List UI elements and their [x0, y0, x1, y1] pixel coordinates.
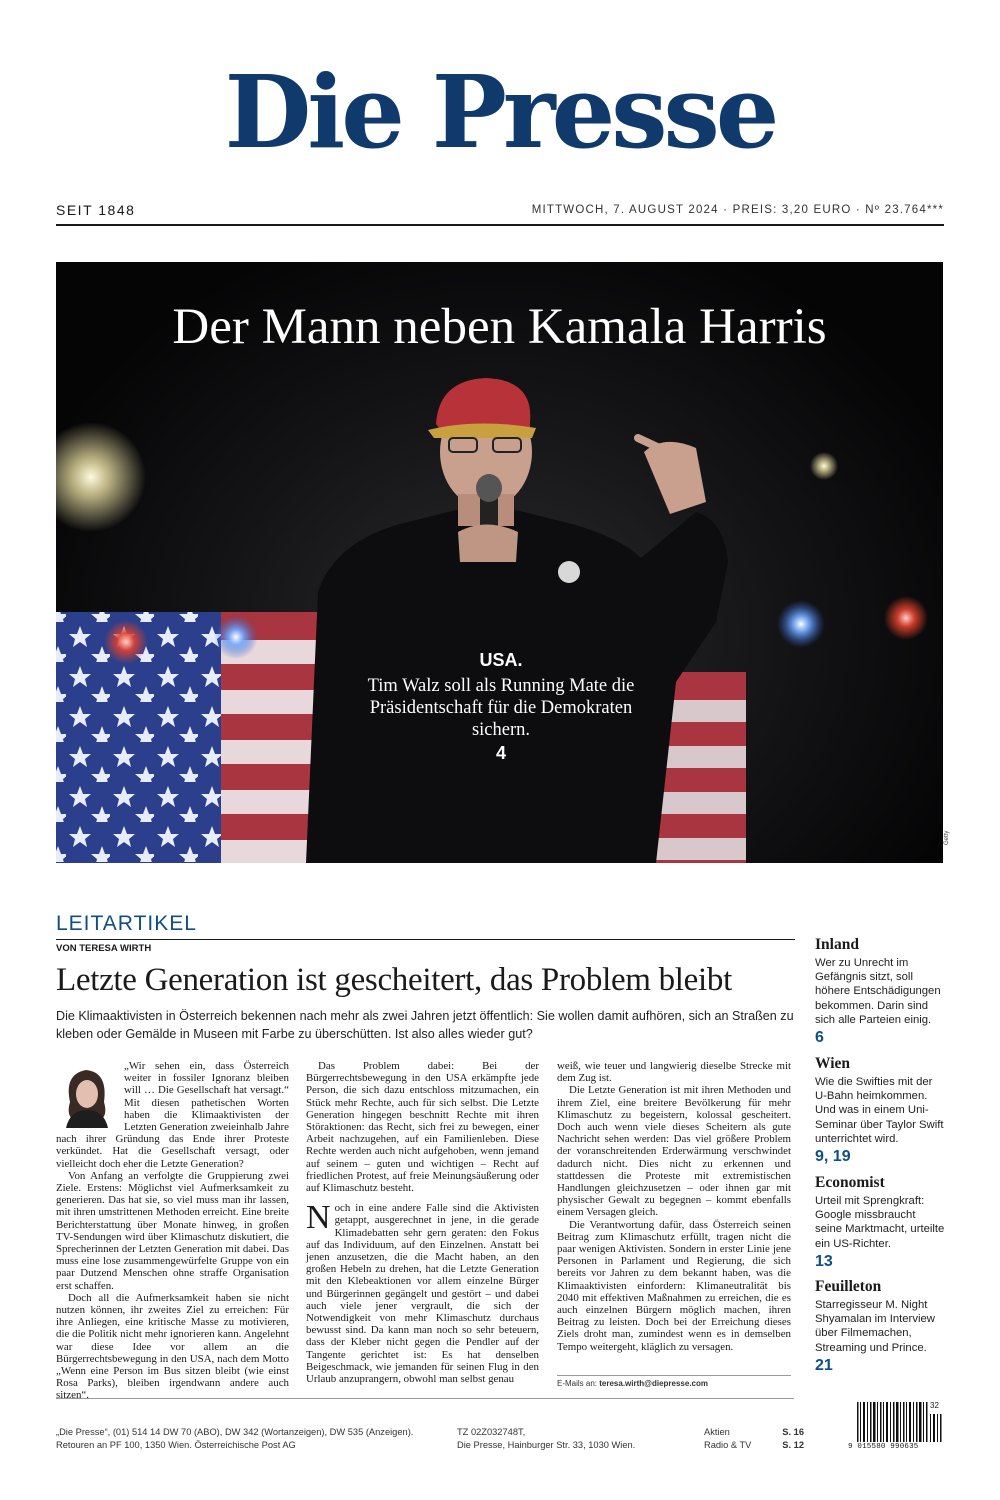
hero-page-ref: 4 — [495, 743, 506, 763]
teaser-text: Wie die Swifties mit der U-Bahn heimkommen. Und was in einem Uni-Seminar über Taylor Swift unterrichtet wird. — [815, 1076, 944, 1145]
ref-label: Aktien — [704, 1427, 730, 1437]
masthead-logo: Die Presse — [224, 53, 776, 171]
section-rule — [56, 939, 795, 940]
drop-cap: N — [306, 1199, 331, 1237]
article-title[interactable]: Letzte Generation ist gescheitert, das Problem bleibt — [56, 962, 732, 998]
teaser-economist[interactable] — [815, 1174, 945, 1271]
teaser-section: Feuilleton — [815, 1278, 882, 1295]
article-column-2 — [306, 1060, 539, 1385]
stage-light — [810, 452, 838, 480]
teaser-text: Urteil mit Sprengkraft: Google missbraucht seine Marktmacht, urteilte ein US-Richter. — [815, 1195, 945, 1250]
paragraph: Die Letzte Generation ist mit ihren Methoden und ihrem Ziel, eine breitere Bevölkerung für mehr Klimaschutz zu begeistern, kolossal gescheitert. Doch auch wenn viele dieses Scheitern als gute Nachricht sehen werden: Das viel größere Problem der voranschreitenden Erderwärmung verschwindet dadurch nicht. Dies nicht zu erkennen und stattdessen die Proteste mit extremistischen Handlungen gleichzusetzen – oder ihnen gar mit physischer Gewalt zu begegnen – kommt ebenfalls einem Versagen gleich. — [557, 1084, 791, 1219]
author-email[interactable] — [557, 1379, 708, 1388]
hero-photo — [56, 262, 943, 863]
email-address[interactable]: teresa.wirth@diepresse.com — [599, 1379, 708, 1388]
stage-light — [214, 615, 258, 659]
footer-line: Retouren an PF 100, 1350 Wien. Österreichische Post AG — [56, 1439, 296, 1450]
stage-light — [56, 422, 146, 532]
footer-line: TZ 02Z032748T, — [457, 1427, 526, 1437]
hero-kicker: USA. — [479, 650, 523, 670]
paragraph: weiß, wie teuer und langwierig dieselbe Strecke mit dem Zug ist. — [557, 1060, 791, 1085]
dateline — [56, 202, 944, 226]
article-lead: Die Klimaaktivisten in Österreich bekennen nach mehr als zwei Jahren jetzt öffentlich: Sie wollen damit aufhören, sich an Straßen zu kleben oder Gemälde in Museen mit Farbe zu überschütten. Ist also alles wieder gut? — [56, 1009, 794, 1041]
paragraph: Die Verantwortung dafür, dass Österreich seinen Beitrag zum Klimaschutz erfüllt, tragen nicht die paar wenigen Aktivisten. Sondern in erster Linie jene Personen in Parlament und Regierung, die sich bereits vor Jahren zu dem bekannt haben, was die Klimaaktivisten einfordern: Klimaneutralität bis 2040 mit effektiven Maßnahmen zu erreichen, die es auch einzelnen Bürgern möglich machen, ihren Beitrag zu leisten. Doch bei der Erreichung dieses Ziels droht man, zumindest wenn es in demselben Tempo weitergeht, kläglich zu versagen. — [557, 1218, 791, 1353]
footer-ref[interactable] — [704, 1426, 804, 1439]
teaser-text: Wer zu Unrecht im Gefängnis sitzt, soll höhere Entschädigungen bekommen. Darin sind sich alle Parteien einig. — [815, 957, 941, 1026]
teaser-section: Inland — [815, 936, 859, 953]
barcode-digits: 9 015580 990635 — [848, 1443, 919, 1451]
article-column-1 — [56, 1060, 289, 1402]
paragraph-text: och in eine andere Falle sind die Aktivisten getappt, ausgerechnet in jene, in die gerade Klimadebatten sehr gern geraten: den Fokus auf das Individuum, auf den Einzelnen. Anstatt bei jenen anzusetzen, die die Macht haben, an den großen Hebeln zu drehen, hat die Letzte Generation mit den Klebeaktionen vor allem einzelne Bürger und Bürgerinnen gegängelt und gestört – und dabei auch viele jener vergrault, die sich der Notwendigkeit von mehr Klimaschutz durchaus bewusst sind. Da kann man noch so sehr beteuern, dass der Kleber nicht gegen die Pendler auf der Tangente gerichtet ist: Es hat denselben Beigeschmack, wie jemanden für seinen Flug in den Urlaub anzuprangern, obwohl man selbst genau — [306, 1202, 539, 1386]
email-rule — [557, 1375, 791, 1376]
stage-light — [884, 596, 928, 640]
paragraph: Doch all die Aufmerksamkeit haben sie nicht nutzen können, ihr zweites Ziel zu erreichen: Für ihre Anliegen, eine kritische Masse zu motivieren, die die Politik nicht mehr ignorieren kann. Angelehnt war diese Idee vor allem an die Bürgerrechtsbewegung in den USA, nach dem Motto „Wenn eine Person im Bus sitzen bleibt (wie einst Rosa Parks), bleiben irgendwann andere auch sitzen“. — [56, 1291, 289, 1402]
hero-caption[interactable] — [356, 650, 646, 764]
hero-caption-text: Tim Walz soll als Running Mate die Präsidentschaft für die Demokraten sichern. — [367, 676, 635, 740]
teaser-text: Starregisseur M. Night Shyamalan im Interview über Filmemachen, Streaming und Prince. — [815, 1299, 935, 1354]
footer-contact — [56, 1426, 446, 1451]
footer-ref[interactable] — [704, 1439, 804, 1452]
hero-headline[interactable]: Der Mann neben Kamala Harris — [172, 299, 827, 355]
author-photo — [56, 1062, 118, 1128]
ref-page: S. 16 — [782, 1427, 804, 1437]
paragraph: Von Anfang an verfolgte die Gruppierung zwei Ziele. Erstens: Möglichst viel Aufmerksamkeit zu generieren. Das hat sie, so viel muss man ihr lassen, mit ihren umstrittenen Methoden erreicht. Eine breite Berichterstattung über Monate hinweg, in großen TV-Sendungen wird über Klimaschutz diskutiert, die Sprecherinnen der Letzten Generation mit dabei. Das muss eine lose zusammengewürfelte Gruppe von ein paar Dutzend Menschen ohne straffe Organisation erst schaffen. — [56, 1169, 289, 1292]
since-label: SEIT 1848 — [56, 202, 136, 218]
teaser-inland[interactable] — [815, 936, 945, 1047]
teaser-page: 21 — [815, 1356, 833, 1374]
teaser-feuilleton[interactable] — [815, 1278, 945, 1375]
paragraph: Das Problem dabei: Bei der Bürgerrechtsbewegung in den USA erkämpfte jede Person, die sich dazu entschloss mitzumachen, ein Stück mehr Rechte, auch für sich selbst. Die Letzte Generation hingegen beschnitt Rechte mit ihren Störaktionen: das Recht, sich frei zu bewegen, einer Arbeit nachzugehen, auf ein Familienleben. Diese Rechte werden auch nicht aufgehoben, wenn jemand auf seinem – guten und wichtigen – Recht auf friedlichen Protest, auf freie Meinungsäußerung oder auf Klimaschutz besteht. — [306, 1060, 539, 1195]
footer-rule — [56, 1398, 794, 1399]
footer-address — [457, 1426, 657, 1451]
stage-light — [777, 600, 825, 648]
section-label-leitartikel: LEITARTIKEL — [56, 912, 197, 935]
ref-label: Radio & TV — [704, 1439, 752, 1450]
teaser-page: 6 — [815, 1029, 824, 1047]
byline: VON TERESA WIRTH — [56, 943, 152, 954]
ref-page: S. 12 — [782, 1439, 804, 1450]
teaser-wien[interactable] — [815, 1055, 945, 1166]
footer-refs — [704, 1426, 804, 1451]
footer-line: Die Presse, Hainburger Str. 33, 1030 Wien. — [457, 1439, 636, 1450]
teaser-section: Economist — [815, 1174, 885, 1191]
stage-light — [104, 620, 148, 664]
teaser-page: 9, 19 — [815, 1148, 851, 1166]
teaser-section: Wien — [815, 1055, 851, 1072]
article-column-3 — [557, 1060, 791, 1353]
date-price-issue: MITTWOCH, 7. AUGUST 2024 · PREIS: 3,20 EURO · Nº 23.764*** — [531, 204, 944, 216]
teaser-page: 13 — [815, 1252, 833, 1270]
issue-number: 32 — [930, 1401, 939, 1410]
footer-line: „Die Presse“, (01) 514 14 DW 70 (ABO), DW 342 (Wortanzeigen), DW 535 (Anzeigen). — [56, 1427, 414, 1437]
email-label: E-Mails an: — [557, 1379, 598, 1388]
paragraph: „Wir sehen ein, dass Österreich weiter in fossiler Ignoranz bleiben will … Die Gesellschaft hat versagt.“ Mit diesen pathetischen Worten haben die Klimaaktivisten der Letzten Generation zweieinhalb Jahre nach ihrer Gründung das Ende ihrer Proteste verkündet. Hat die Gesellschaft versagt, oder vielleicht doch eher die Letzte Generation? — [56, 1060, 289, 1170]
paragraph — [306, 1199, 539, 1386]
photo-credit: Getty — [944, 830, 950, 845]
